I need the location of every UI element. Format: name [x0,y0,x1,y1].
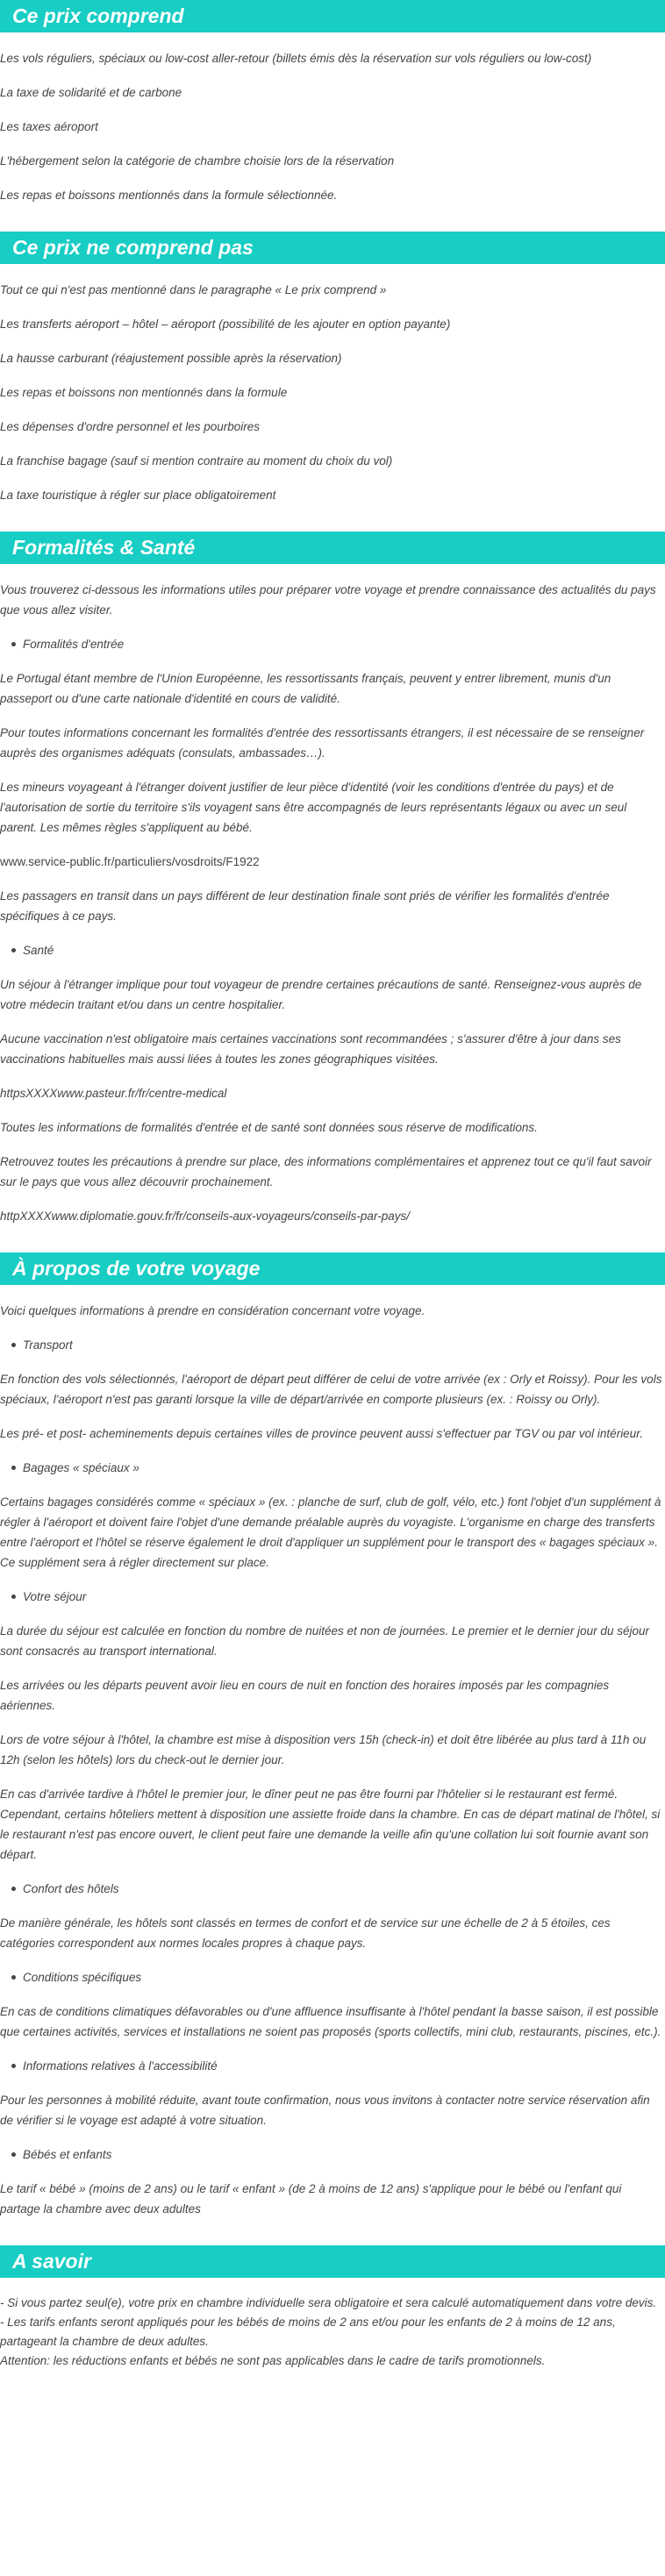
bullet-health: Santé [0,940,665,960]
transport-paragraph: Les pré- et post- acheminements depuis certaines villes de province peuvent aussi s'effectuer par TGV ou par vol intérieur. [0,1427,643,1440]
bullet-entry-formalities: Formalités d'entrée [0,634,665,654]
diplomatie-link[interactable]: httpXXXXwww.diplomatie.gouv.fr/fr/conseils-aux-voyageurs/conseils-par-pays/ [0,1210,410,1223]
about-title: À propos de votre voyage [0,1252,665,1285]
includes-item: Les vols réguliers, spéciaux ou low-cost aller-retour (billets émis dès la réservation sur vols réguliers ou low-cost) [0,52,592,65]
health-paragraph: Toutes les informations de formalités d'entrée et de santé sont données sous réserve de modifications. [0,1121,538,1134]
formalities-title: Formalités & Santé [0,532,665,564]
excludes-item: Tout ce qui n'est pas mentionné dans le paragraphe « Le prix comprend » [0,283,387,296]
comfort-paragraph: De manière générale, les hôtels sont classés en termes de confort et de service sur une échelle de 2 à 5 étoiles, ces catégories correspondent aux normes locales propres à chaque pays. [0,1916,611,1950]
bullet-accessibility: Informations relatives à l'accessibilité [0,2056,665,2076]
asavoir-line: Attention: les réductions enfants et bébés ne sont pas applicables dans le cadre de tarifs promotionnels. [0,2354,546,2367]
includes-item: Les taxes aéroport [0,120,98,133]
stay-paragraph: La durée du séjour est calculée en fonction du nombre de nuitées et non de journées. Le premier et le dernier jour du séjour sont consacrés au transport international. [0,1624,649,1658]
includes-section [0,0,665,205]
excludes-item: Les dépenses d'ordre personnel et les pourboires [0,420,261,433]
service-public-link[interactable]: www.service-public.fr/particuliers/vosdroits/F1922 [0,855,260,868]
bullet-stay: Votre séjour [0,1587,665,1607]
excludes-item: La franchise bagage (sauf si mention contraire au moment du choix du vol) [0,454,393,467]
formalities-paragraph: Le Portugal étant membre de l'Union Européenne, les ressortissants français, peuvent y entrer librement, munis d'un passeport ou d'une carte nationale d'identité en cours de validité. [0,672,611,705]
bullet-specific-conditions: Conditions spécifiques [0,1967,665,1987]
bullet-transport: Transport [0,1335,665,1355]
excludes-section [0,232,665,505]
health-paragraph: Retrouvez toutes les précautions à prendre sur place, des informations complémentaires et apprenez tout ce qu'il faut savoir sur le pays que vous allez découvrir prochainement. [0,1155,652,1188]
baggage-paragraph: Certains bagages considérés comme « spéciaux » (ex. : planche de surf, club de golf, vélo, etc.) font l'objet d'un supplément à régler à l'aéroport et doivent faire l'objet d'une demande préalable auprès du voyagiste. L'organisme en charge des transferts entre l'aéroport et l'hôtel se réserve également le droit d'appliquer un supplément pour le transport des « bagages spéciaux ». Ce supplément sera à régler directement sur place. [0,1495,661,1569]
about-intro: Voici quelques informations à prendre en considération concernant votre voyage. [0,1304,425,1317]
includes-item: La taxe de solidarité et de carbone [0,86,182,99]
bullet-babies-children: Bébés et enfants [0,2144,665,2165]
conditions-paragraph: En cas de conditions climatiques défavorables ou d'une affluence insuffisante à l'hôtel pendant la basse saison, il est possible que certaines activités, services et installations ne soient pas proposés (sports collectifs, mini club, restaurants, piscines, etc.). [0,2005,661,2038]
children-paragraph: Le tarif « bébé » (moins de 2 ans) ou le tarif « enfant » (de 2 à moins de 12 ans) s'applique pour le bébé ou l'enfant qui partage la chambre avec deux adultes [0,2182,622,2216]
about-section [0,1252,665,2219]
formalities-paragraph: Les mineurs voyageant à l'étranger doivent justifier de leur pièce d'identité (voir les conditions d'entrée du pays) et de l'autorisation de sortie du territoire s'ils voyagent sans être accompagnés de leurs représentants légaux ou avec un seul parent. Les mêmes règles s'appliquent au bébé. [0,781,627,834]
includes-title: Ce prix comprend [0,0,665,32]
excludes-title: Ce prix ne comprend pas [0,232,665,264]
bullet-hotel-comfort: Confort des hôtels [0,1879,665,1899]
formalities-paragraph: Pour toutes informations concernant les formalités d'entrée des ressortissants étrangers, il est nécessaire de se renseigner auprès des organismes adéquats (consulats, ambassades…). [0,726,645,760]
stay-paragraph: Les arrivées ou les départs peuvent avoir lieu en cours de nuit en fonction des horaires imposés par les compagnies aériennes. [0,1679,610,1712]
excludes-item: Les transferts aéroport – hôtel – aéroport (possibilité de les ajouter en option payante) [0,318,451,331]
formalities-paragraph: Les passagers en transit dans un pays différent de leur destination finale sont priés de vérifier les formalités d'entrée spécifiques à ce pays. [0,889,610,923]
includes-item: Les repas et boissons mentionnés dans la formule sélectionnée. [0,189,338,202]
asavoir-title: A savoir [0,2245,665,2278]
asavoir-line: - Les tarifs enfants seront appliqués pour les bébés de moins de 2 ans et/ou pour les enfants de 2 à moins de 12 ans, partageant la chambre de deux adultes. [0,2316,616,2348]
pasteur-link[interactable]: httpsXXXXwww.pasteur.fr/fr/centre-medical [0,1087,227,1100]
excludes-item: Les repas et boissons non mentionnés dans la formule [0,386,288,399]
formalities-section [0,532,665,1226]
health-paragraph: Un séjour à l'étranger implique pour tout voyageur de prendre certaines précautions de santé. Renseignez-vous auprès de votre médecin traitant et/ou dans un centre hospitalier. [0,978,642,1011]
health-paragraph: Aucune vaccination n'est obligatoire mais certaines vaccinations sont recommandées ; s'assurer d'être à jour dans ses vaccinations habituelles mais aussi liées à toutes les zones géographiques visitées. [0,1032,621,1066]
stay-paragraph: En cas d'arrivée tardive à l'hôtel le premier jour, le dîner peut ne pas être fourni par l'hôtelier si le restaurant est fermé. Cependant, certains hôteliers mettent à disposition une assiette froide dans la chambre. En cas de départ matinal de l'hôtel, si le restaurant n'est pas encore ouvert, le client peut faire une demande la veille afin qu'une collation lui soit fournie avant son départ. [0,1788,661,1861]
stay-paragraph: Lors de votre séjour à l'hôtel, la chambre est mise à disposition vers 15h (check-in) et doit être libérée au plus tard à 11h ou 12h (selon les hôtels) lors du check-out le dernier jour. [0,1733,647,1766]
excludes-item: La taxe touristique à régler sur place obligatoirement [0,489,276,502]
asavoir-notes [0,2294,665,2371]
asavoir-line: - Si vous partez seul(e), votre prix en chambre individuelle sera obligatoire et sera calculé automatiquement dans votre devis. [0,2296,657,2309]
includes-item: L'hébergement selon la catégorie de chambre choisie lors de la réservation [0,154,395,168]
accessibility-paragraph: Pour les personnes à mobilité réduite, avant toute confirmation, nous vous invitons à contacter notre service réservation afin de vérifier si le voyage est adapté à votre situation. [0,2094,650,2127]
formalities-intro: Vous trouverez ci-dessous les informations utiles pour préparer votre voyage et prendre connaissance des actualités du pays que vous allez visiter. [0,583,656,617]
bullet-special-baggage: Bagages « spéciaux » [0,1458,665,1478]
asavoir-section [0,2245,665,2371]
transport-paragraph: En fonction des vols sélectionnés, l'aéroport de départ peut différer de celui de votre arrivée (ex : Orly et Roissy). Pour les vols spéciaux, l'aéroport n'est pas garanti lorsque la ville de départ/arrivée en comporte plusieurs (ex. : Roissy ou Orly). [0,1373,662,1406]
excludes-item: La hausse carburant (réajustement possible après la réservation) [0,352,342,365]
